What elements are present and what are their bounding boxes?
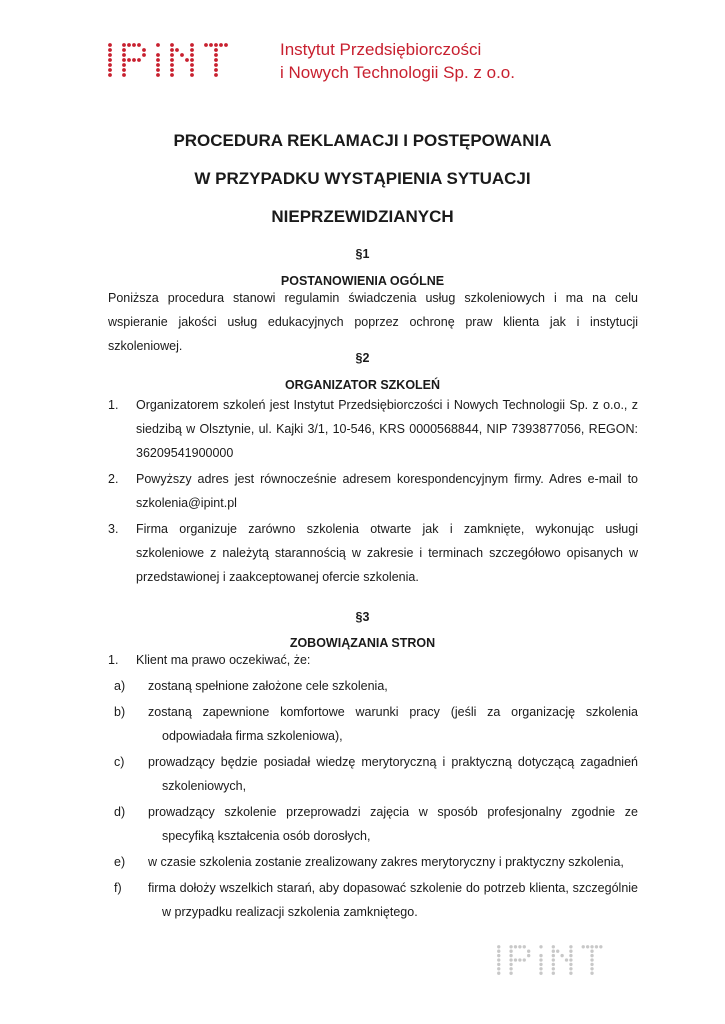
list-item-text: Powyższy adres jest równocześnie adresem korespondencyjnym firmy. Adres e-mail to szkolenia@ipint.pl [136,472,638,510]
title-line-3: NIEPRZEWIDZIANYCH [271,207,454,226]
logo-dot [156,68,160,72]
logo-dot [180,53,184,57]
logo-dot [509,967,512,970]
logo-dot [552,958,555,961]
title-line-1: PROCEDURA REKLAMACJI I POSTĘPOWANIA [173,131,552,150]
logo-dot [108,48,112,52]
logo-dot [108,63,112,67]
sub-list-item [108,674,638,698]
logo-dot [569,972,572,975]
logo-dot [590,945,593,948]
document-title [60,122,665,236]
sub-list-marker: a) [114,679,126,693]
list-marker: 3. [108,522,119,536]
logo-dot [175,48,179,52]
logo-dot [599,945,602,948]
logo-dot [539,967,542,970]
logo-dot [142,48,146,52]
logo-dot [122,68,126,72]
logo-dot [170,43,174,47]
list-item-text: Organizatorem szkoleń jest Instytut Przedsiębiorczości i Nowych Technologii Sp. z o.o., z siedzibą w Olsztynie, ul. Kajki 3/1, 10-546, KRS 0000568844, NIP 7393877056, REGON: 36209541900000 [136,398,638,460]
logo-dot [518,945,521,948]
logo-dot [137,58,141,62]
logo-dot [552,963,555,966]
title-line-2: W PRZYPADKU WYSTĄPIENIA SYTUACJI [194,169,531,188]
list-item-text: Firma organizuje zarówno szkolenia otwarte jak i zamknięte, wykonując usługi szkoleniowe z należytą starannością w zakresie i terminach szczegółowo opisanych w przedstawionej i zaakceptowanej ofercie szkolenia. [136,522,638,584]
logo-dot [552,945,555,948]
logo-dot [590,950,593,953]
logo-dot [569,945,572,948]
logo-dot [122,53,126,57]
logo-dot [552,972,555,975]
logo-dot [509,963,512,966]
logo-dot [214,58,218,62]
logo-dot [156,43,160,47]
section-3-list [108,648,638,926]
list-marker: 2. [108,472,119,486]
list-item [108,393,638,465]
sub-list-item-text: zostaną zapewnione komfortowe warunki pracy (jeśli za organizację szkolenia odpowiadała firma szkoleniowa), [148,705,638,743]
logo-dot [539,958,542,961]
logo-dot [204,43,208,47]
logo-dot [595,945,598,948]
logo-dot [509,945,512,948]
list-item [108,648,638,672]
logo-dot [224,43,228,47]
company-name [280,38,600,84]
sub-list-item [108,750,638,798]
sub-list-marker: c) [114,755,125,769]
logo-dot [497,963,500,966]
section-1-title: POSTANOWIENIA OGÓLNE [280,274,445,288]
logo-dot [527,950,530,953]
logo-dot [509,972,512,975]
logo-dot [214,48,218,52]
logo-dot [108,53,112,57]
logo-dot [518,958,521,961]
logo-dot [514,945,517,948]
logo-dot [132,58,136,62]
list-item [108,467,638,515]
logo-dot [569,963,572,966]
logo-dot [569,958,572,961]
logo-dot [552,967,555,970]
list-item-text: Klient ma prawo oczekiwać, że: [136,653,311,667]
section-2-list [108,393,638,591]
logo-dot [590,958,593,961]
logo-dot [122,43,126,47]
sub-list-item-text: zostaną spełnione założone cele szkolenia, [148,679,388,693]
logo-dot [156,53,160,57]
logo-dot [214,73,218,77]
logo-dot [190,48,194,52]
logo-dot [214,68,218,72]
sub-list-item [108,700,638,748]
logo-dot [497,967,500,970]
logo-dot [190,73,194,77]
logo-dot [108,68,112,72]
logo-dot [569,950,572,953]
list-marker: 1. [108,653,119,667]
logo-dot [190,58,194,62]
list-item [108,517,638,589]
sub-list-item [108,850,638,874]
section-1-text: Poniższa procedura stanowi regulamin świadczenia usług szkoleniowych i ma na celu wspieranie jakości usług edukacyjnych poprzez ochronę praw klienta jak i instytucji szkoleniowej. [108,291,638,353]
logo-dot [122,63,126,67]
logo-dot [560,954,563,957]
logo-dot [509,954,512,957]
logo-dot [569,967,572,970]
logo-dot [556,950,559,953]
logo-dot [209,43,213,47]
sub-list-item-text: w czasie szkolenia zostanie zrealizowany zakres merytoryczny i praktyczny szkolenia, [148,855,624,869]
logo-dot [137,43,141,47]
logo-dot [509,958,512,961]
logo-dot [190,53,194,57]
logo-dot [127,43,131,47]
logo-dot [497,950,500,953]
logo-dot [156,63,160,67]
logo-dot [170,58,174,62]
logo-dot [170,53,174,57]
logo-dot [142,53,146,57]
logo-dot [582,945,585,948]
logo-dot [127,58,131,62]
logo-dot [569,954,572,957]
logo-dot [497,945,500,948]
logo-dot [132,43,136,47]
logo-dot [552,954,555,957]
logo-dot [590,967,593,970]
logo-dot [497,954,500,957]
logo-dot [122,73,126,77]
logo-dot [586,945,589,948]
company-line-2: i Nowych Technologii Sp. z o.o. [280,63,515,82]
sub-list-marker: d) [114,805,126,819]
logo-dot [108,73,112,77]
logo-dot [497,958,500,961]
list-marker: 1. [108,398,119,412]
logo-dot [156,58,160,62]
logo-dot [214,53,218,57]
logo-dot [514,958,517,961]
footer-ipint-logo [497,944,629,976]
logo-dot [122,58,126,62]
logo-dot [108,43,112,47]
logo-dot [590,972,593,975]
logo-dot [156,73,160,77]
section-1-number: §1 [355,247,370,261]
logo-dot [108,58,112,62]
logo-dot [523,945,526,948]
logo-dot [185,58,189,62]
sub-list-item [108,876,638,924]
section-3-title: ZOBOWIĄZANIA STRON [289,636,436,650]
logo-dot [170,68,174,72]
logo-dot [214,63,218,67]
logo-dot [170,73,174,77]
logo-dot [122,48,126,52]
logo-dot [190,68,194,72]
sub-list-marker: e) [114,855,126,869]
logo-dot [170,48,174,52]
logo-dot [539,945,542,948]
logo-dot [527,954,530,957]
logo-dot [539,954,542,957]
sub-list-item-text: prowadzący szkolenie przeprowadzi zajęcia w sposób profesjonalny zgodnie ze specyfiką kształcenia osób dorosłych, [148,805,638,843]
logo-dot [539,963,542,966]
section-2-number: §2 [355,351,370,365]
logo-dot [497,972,500,975]
logo-dot [552,950,555,953]
sub-list-item-text: prowadzący będzie posiadał wiedzę merytoryczną i praktyczną dotyczącą zagadnień szkoleniowych, [148,755,638,793]
sub-list-item-text: firma dołoży wszelkich starań, aby dopasować szkolenie do potrzeb klienta, szczególnie w przypadku realizacji szkolenia zamkniętego. [148,881,638,919]
logo-dot [190,63,194,67]
logo-dot [590,954,593,957]
logo-dot [219,43,223,47]
logo-dot [214,43,218,47]
logo-dot [539,972,542,975]
logo-dot [590,963,593,966]
logo-dot [565,958,568,961]
ipint-logo [108,42,258,78]
sub-list-marker: f) [114,881,122,895]
logo-dot [509,950,512,953]
section-2-title: ORGANIZATOR SZKOLEŃ [284,378,441,392]
logo-dot [190,43,194,47]
logo-dot [523,958,526,961]
logo-dot [170,63,174,67]
section-3-number: §3 [355,610,370,624]
sub-list-item [108,800,638,848]
sub-list-marker: b) [114,705,126,719]
company-line-1: Instytut Przedsiębiorczości [280,40,482,59]
